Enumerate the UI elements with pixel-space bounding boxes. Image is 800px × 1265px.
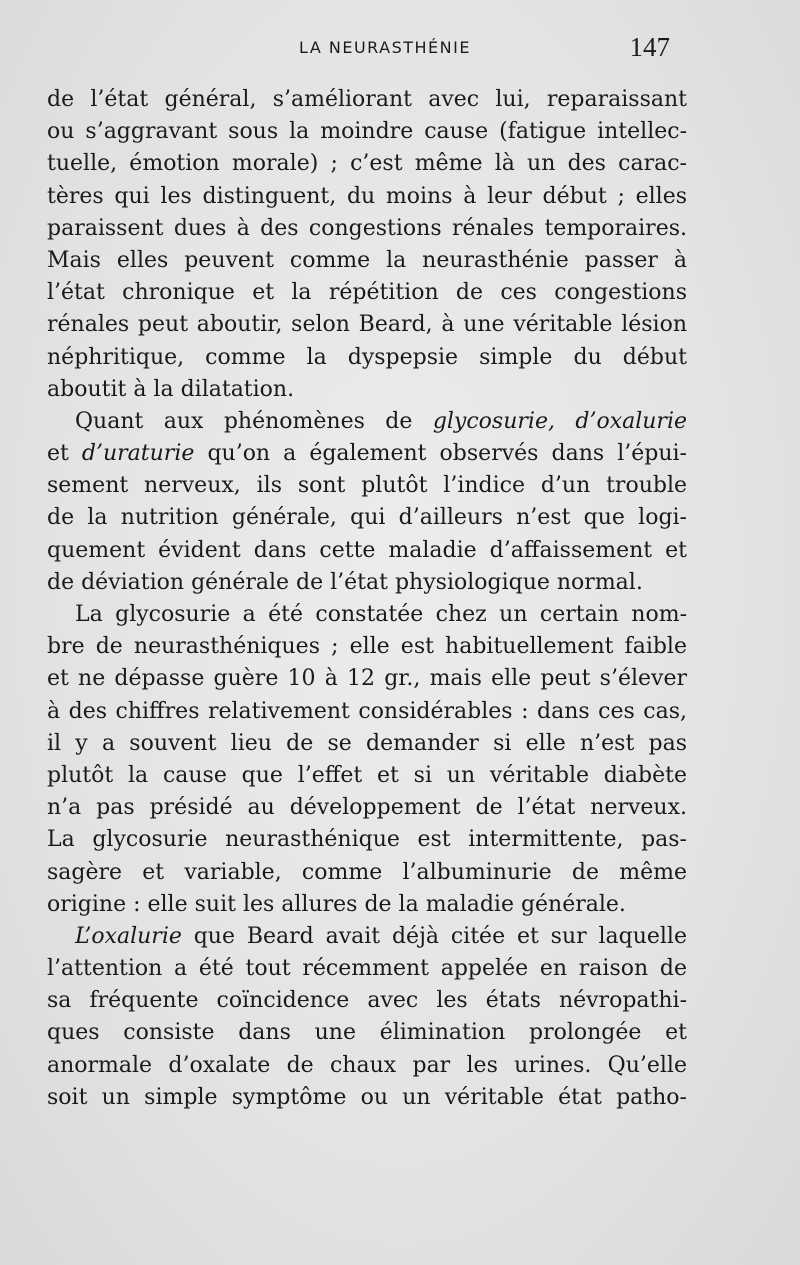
text-line: néphritique, comme la dyspepsie simple du début — [47, 344, 687, 370]
text-line — [47, 406, 687, 438]
italic-term: d’uraturie — [81, 441, 195, 467]
text-line — [47, 438, 687, 470]
text-line: n’a pas présidé au développement de l’état nerveux. — [47, 795, 687, 821]
text-line: paraissent dues à des congestions rénales temporaires. — [47, 215, 687, 241]
italic-term: glycosurie, — [432, 408, 555, 434]
text-line: de la nutrition générale, qui d’ailleurs n’est que logi- — [47, 505, 687, 531]
text-line: et ne dépasse guère 10 à 12 gr., mais elle peut s’élever — [47, 666, 687, 692]
text-line: origine : elle suit les allures de la maladie générale. — [47, 891, 626, 917]
text-line: aboutit à la dilatation. — [47, 376, 295, 402]
text-line: de l’état général, s’améliorant avec lui, reparaissant — [47, 87, 687, 112]
text-run: que Beard avait déjà citée et sur laquelle — [181, 923, 687, 949]
running-title: LA NEURASTHÉNIE — [299, 38, 471, 57]
text-line: plutôt la cause que l’effet et si un véritable diabète — [47, 762, 687, 788]
italic-term: d’oxalurie — [575, 408, 687, 434]
text-line: La glycosurie neurasthénique est intermittente, pas- — [47, 827, 687, 853]
text-line: rénales peut aboutir, selon Beard, à une véritable lésion — [47, 312, 687, 338]
text-run: qu’on a également observés dans l’épui- — [194, 441, 687, 467]
text-body — [47, 84, 687, 1114]
text-line: l’attention a été tout récemment appelée en raison de — [47, 956, 687, 982]
text-line: bre de neurasthéniques ; elle est habituellement faible — [47, 634, 687, 660]
text-line: ou s’aggravant sous la moindre cause (fatigue intellec- — [47, 119, 687, 145]
text-line: Mais elles peuvent comme la neurasthénie passer à — [47, 247, 687, 273]
text-line: tuelle, émotion morale) ; c’est même là un des carac- — [47, 151, 687, 177]
text-line: La glycosurie a été constatée chez un certain nom- — [75, 602, 687, 627]
text-line: sagère et variable, comme l’albuminurie de même — [47, 859, 687, 885]
text-line: soit un simple symptôme ou un véritable état patho- — [47, 1084, 687, 1110]
page-number: 147 — [629, 32, 670, 62]
text-run: Quant aux phénomènes de — [75, 408, 433, 434]
italic-term: L’oxalurie — [75, 923, 182, 949]
running-head — [0, 32, 800, 62]
text-line: il y a souvent lieu de se demander si elle n’est pas — [47, 730, 687, 756]
text-line: l’état chronique et la répétition de ces congestions — [47, 280, 687, 306]
text-line: ques consiste dans une élimination prolongée et — [47, 1020, 687, 1046]
text-line: sement nerveux, ils sont plutôt l’indice d’un trouble — [47, 473, 687, 499]
text-line — [47, 921, 687, 953]
text-line: tères qui les distinguent, du moins à leur début ; elles — [47, 183, 687, 209]
text-line: de déviation générale de l’état physiologique normal. — [47, 569, 643, 595]
text-line: sa fréquente coïncidence avec les états névropathi- — [47, 988, 687, 1014]
text-run: et — [47, 441, 82, 467]
text-line: quement évident dans cette maladie d’affaissement et — [47, 537, 687, 563]
text-line: à des chiffres relativement considérables : dans ces cas, — [47, 698, 687, 724]
text-run — [555, 409, 575, 434]
text-line: anormale d’oxalate de chaux par les urines. Qu’elle — [47, 1052, 687, 1078]
